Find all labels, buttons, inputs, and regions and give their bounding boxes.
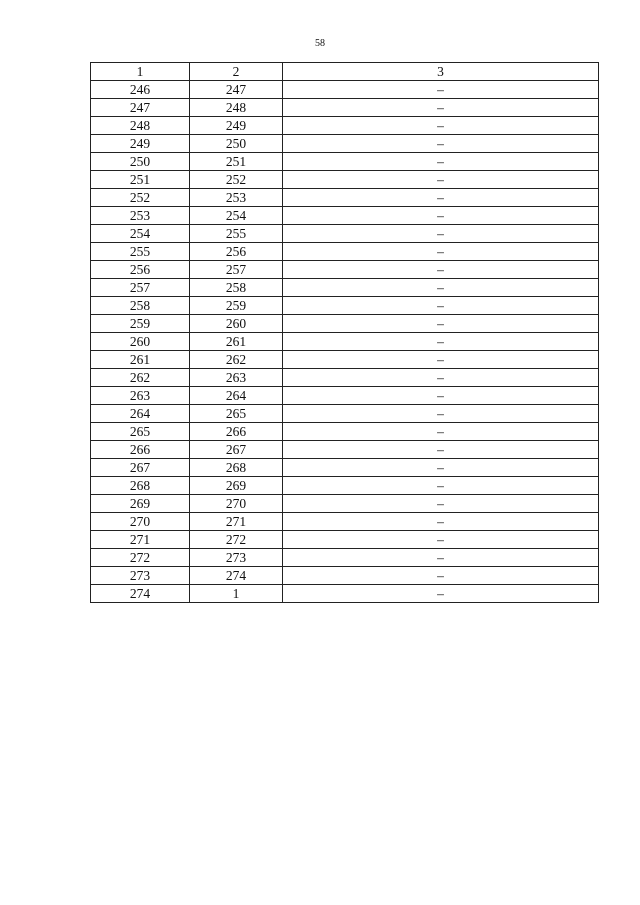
table-cell-col-3: –: [283, 495, 599, 513]
table-cell-col-3: –: [283, 351, 599, 369]
table-cell-col-1: 252: [91, 189, 190, 207]
table-row: [91, 99, 599, 117]
table-cell-col-1: 270: [91, 513, 190, 531]
table-cell-col-2: 271: [190, 513, 283, 531]
table-row: [91, 531, 599, 549]
table-cell-col-1: 247: [91, 99, 190, 117]
table-cell-col-2: 265: [190, 405, 283, 423]
column-header-2: 2: [190, 63, 283, 81]
table-row: [91, 243, 599, 261]
table-cell-col-1: 262: [91, 369, 190, 387]
table-row: [91, 369, 599, 387]
table-row: [91, 351, 599, 369]
table-cell-col-3: –: [283, 243, 599, 261]
table-row: [91, 549, 599, 567]
table-cell-col-3: –: [283, 405, 599, 423]
table-cell-col-2: 268: [190, 459, 283, 477]
table-cell-col-1: 257: [91, 279, 190, 297]
table-cell-col-2: 259: [190, 297, 283, 315]
table-cell-col-3: –: [283, 315, 599, 333]
boundary-points-table: [90, 62, 599, 603]
table-row: [91, 171, 599, 189]
table-cell-col-2: 264: [190, 387, 283, 405]
table-row: [91, 477, 599, 495]
table-cell-col-3: –: [283, 99, 599, 117]
table-cell-col-1: 255: [91, 243, 190, 261]
table-cell-col-2: 262: [190, 351, 283, 369]
table-row: [91, 513, 599, 531]
table-cell-col-3: –: [283, 459, 599, 477]
table-cell-col-1: 267: [91, 459, 190, 477]
table-cell-col-1: 269: [91, 495, 190, 513]
table-cell-col-3: –: [283, 207, 599, 225]
table-cell-col-1: 253: [91, 207, 190, 225]
table-cell-col-3: –: [283, 81, 599, 99]
table-cell-col-2: 261: [190, 333, 283, 351]
table-cell-col-1: 271: [91, 531, 190, 549]
table-cell-col-3: –: [283, 279, 599, 297]
column-header-3: 3: [283, 63, 599, 81]
table-cell-col-2: 263: [190, 369, 283, 387]
table-cell-col-2: 253: [190, 189, 283, 207]
table-cell-col-2: 266: [190, 423, 283, 441]
table-cell-col-2: 270: [190, 495, 283, 513]
table-cell-col-2: 274: [190, 567, 283, 585]
table-cell-col-1: 248: [91, 117, 190, 135]
table-cell-col-2: 254: [190, 207, 283, 225]
table-row: [91, 405, 599, 423]
table-cell-col-1: 250: [91, 153, 190, 171]
table-cell-col-2: 249: [190, 117, 283, 135]
table-row: [91, 261, 599, 279]
table-cell-col-2: 247: [190, 81, 283, 99]
column-header-1: 1: [91, 63, 190, 81]
table-cell-col-2: 257: [190, 261, 283, 279]
table-row: [91, 315, 599, 333]
table-row: [91, 441, 599, 459]
table-cell-col-1: 254: [91, 225, 190, 243]
table-cell-col-1: 251: [91, 171, 190, 189]
table-cell-col-3: –: [283, 261, 599, 279]
table-cell-col-3: –: [283, 225, 599, 243]
table-cell-col-1: 258: [91, 297, 190, 315]
table-cell-col-3: –: [283, 423, 599, 441]
table-cell-col-1: 246: [91, 81, 190, 99]
table-row: [91, 225, 599, 243]
page-number: 58: [315, 38, 325, 49]
table-body: [91, 81, 599, 603]
table-cell-col-3: –: [283, 297, 599, 315]
table-cell-col-2: 258: [190, 279, 283, 297]
table-cell-col-2: 272: [190, 531, 283, 549]
table-cell-col-3: –: [283, 441, 599, 459]
table-cell-col-3: –: [283, 369, 599, 387]
table-cell-col-3: –: [283, 531, 599, 549]
table-row: [91, 279, 599, 297]
table-cell-col-2: 260: [190, 315, 283, 333]
table-cell-col-3: –: [283, 585, 599, 603]
table-row: [91, 297, 599, 315]
table-header-row: [91, 63, 599, 81]
table-cell-col-2: 251: [190, 153, 283, 171]
table-cell-col-1: 264: [91, 405, 190, 423]
table-cell-col-3: –: [283, 387, 599, 405]
table-cell-col-1: 256: [91, 261, 190, 279]
table-row: [91, 135, 599, 153]
table-cell-col-2: 248: [190, 99, 283, 117]
table-cell-col-3: –: [283, 333, 599, 351]
table-row: [91, 567, 599, 585]
table-cell-col-1: 265: [91, 423, 190, 441]
table-cell-col-3: –: [283, 189, 599, 207]
table-cell-col-2: 267: [190, 441, 283, 459]
table-cell-col-3: –: [283, 567, 599, 585]
table-row: [91, 423, 599, 441]
table-cell-col-3: –: [283, 171, 599, 189]
table-row: [91, 333, 599, 351]
table-cell-col-3: –: [283, 153, 599, 171]
table-cell-col-1: 261: [91, 351, 190, 369]
table-cell-col-1: 274: [91, 585, 190, 603]
table-row: [91, 207, 599, 225]
table-row: [91, 459, 599, 477]
table-row: [91, 387, 599, 405]
table-cell-col-1: 273: [91, 567, 190, 585]
table-cell-col-1: 259: [91, 315, 190, 333]
table-cell-col-2: 250: [190, 135, 283, 153]
table-cell-col-1: 266: [91, 441, 190, 459]
table-cell-col-2: 269: [190, 477, 283, 495]
table-row: [91, 189, 599, 207]
table-cell-col-3: –: [283, 549, 599, 567]
table-row: [91, 585, 599, 603]
table-cell-col-2: 256: [190, 243, 283, 261]
table-cell-col-3: –: [283, 117, 599, 135]
table-cell-col-2: 273: [190, 549, 283, 567]
table-cell-col-1: 268: [91, 477, 190, 495]
table-row: [91, 153, 599, 171]
table-cell-col-1: 263: [91, 387, 190, 405]
table-cell-col-1: 272: [91, 549, 190, 567]
table-cell-col-3: –: [283, 477, 599, 495]
table-row: [91, 495, 599, 513]
table-cell-col-2: 252: [190, 171, 283, 189]
table-cell-col-2: 255: [190, 225, 283, 243]
table-cell-col-2: 1: [190, 585, 283, 603]
table-cell-col-3: –: [283, 513, 599, 531]
table-cell-col-1: 260: [91, 333, 190, 351]
table-cell-col-1: 249: [91, 135, 190, 153]
table-row: [91, 117, 599, 135]
table-cell-col-3: –: [283, 135, 599, 153]
table-row: [91, 81, 599, 99]
